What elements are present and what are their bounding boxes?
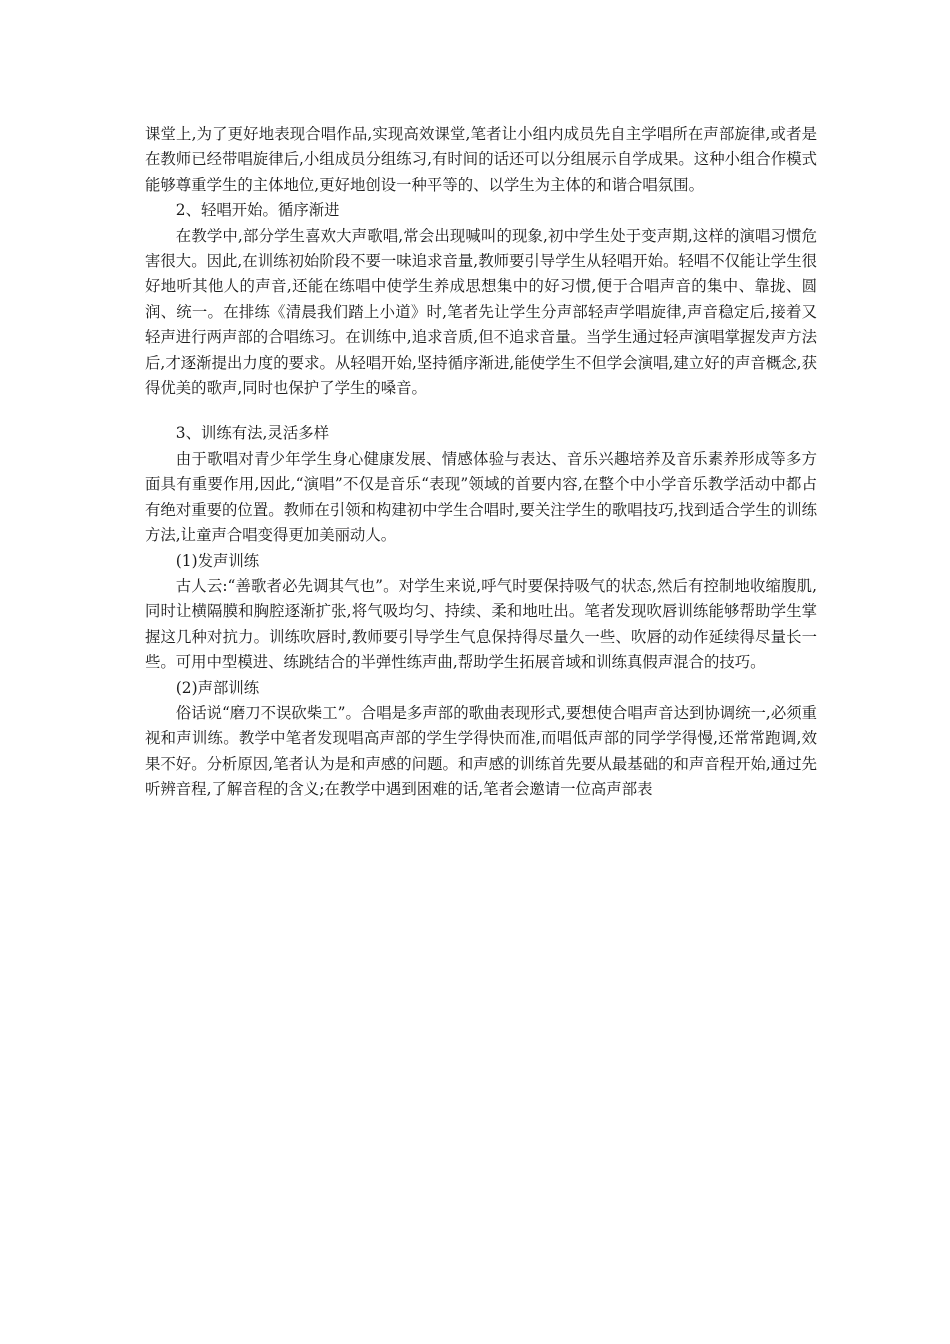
paragraph-training-methods: 由于歌唱对青少年学生身心健康发展、情感体验与表达、音乐兴趣培养及音乐素养形成等多方面具有重要作用,因此,“演唱”不仅是音乐“表现”领域的首要内容,在整个中小学音乐教学活动中都占有绝对重要的位置。教师在引领和构建初中学生合唱时,要关注学生的歌唱技巧,找到适合学生的训练方法,让童声合唱变得更加美丽动人。 xyxy=(145,449,817,545)
heading-training-methods: 3、训练有法,灵活多样 xyxy=(175,424,329,443)
paragraph-vocal-training: 古人云:“善歌者必先调其气也”。对学生来说,呼气时要保持吸气的状态,然后有控制地收缩腹肌,同时让横隔膜和胸腔逐渐扩张,将气吸均匀、持续、柔和地吐出。笔者发现吹唇训练能够帮助学生掌握这几种对抗力。训练吹唇时,教师要引导学生气息保持得尽量久一些、吹唇的动作延续得尽量长一些。可用中型模进、练跳结合的半弹性练声曲,帮助学生拓展音域和训练真假声混合的技巧。 xyxy=(145,576,817,672)
paragraph-intro: 课堂上,为了更好地表现合唱作品,实现高效课堂,笔者让小组内成员先自主学唱所在声部旋律,或者是在教师已经带唱旋律后,小组成员分组练习,有时间的话还可以分组展示自学成果。这种小组合作模式能够尊重学生的主体地位,更好地创设一种平等的、以学生为主体的和谐合唱氛围。 xyxy=(145,125,817,194)
paragraph-light-singing: 在教学中,部分学生喜欢大声歌唱,常会出现喊叫的现象,初中学生处于变声期,这样的演唱习惯危害很大。因此,在训练初始阶段不要一味追求音量,教师要引导学生从轻唱开始。轻唱不仅能让学生很好地听其他人的声音,还能在练唱中使学生养成思想集中的好习惯,便于合唱声音的集中、靠拢、圆润、统一。在排练《清晨我们踏上小道》时,笔者先让学生分声部轻声学唱旋律,声音稳定后,接着又轻声进行两声部的合唱练习。在训练中,追求音质,但不追求音量。当学生通过轻声演唱掌握发声方法后,才逐渐提出力度的要求。从轻唱开始,坚持循序渐进,能使学生不但学会演唱,建立好的声音概念,获得优美的歌声,同时也保护了学生的嗓音。 xyxy=(145,226,817,398)
document-body xyxy=(145,122,817,803)
paragraph-spacer xyxy=(145,401,817,421)
heading-part-training: (2)声部训练 xyxy=(175,678,260,697)
heading-vocal-training: (1)发声训练 xyxy=(175,551,260,570)
paragraph-part-training: 俗话说“磨刀不误砍柴工”。合唱是多声部的歌曲表现形式,要想使合唱声音达到协调统一,必须重视和声训练。教学中笔者发现唱高声部的学生学得快而准,而唱低声部的同学学得慢,还常常跑调,效果不好。分析原因,笔者认为是和声感的问题。和声感的训练首先要从最基础的和声音程开始,通过先听辨音程,了解音程的含义;在教学中遇到困难的话,笔者会邀请一位高声部表 xyxy=(145,703,817,799)
heading-light-singing: 2、轻唱开始。循序渐进 xyxy=(175,201,340,220)
